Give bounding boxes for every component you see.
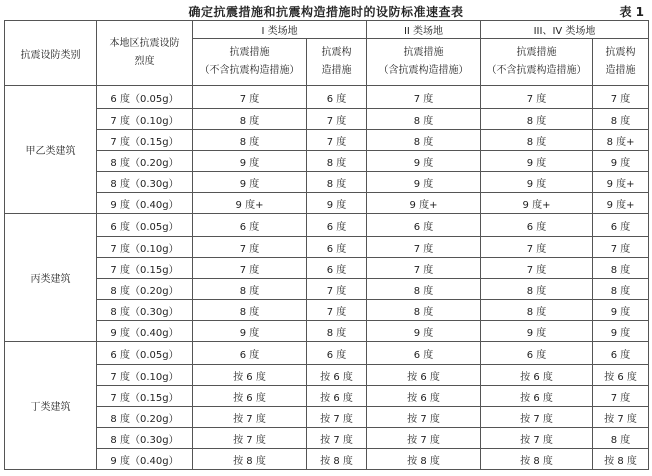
table-cell: 按 7 度 (193, 428, 307, 449)
table-cell: 按 7 度 (367, 428, 481, 449)
measures-label: 抗震措施 (229, 47, 270, 58)
table-cell: 6 度 (593, 342, 649, 365)
table-cell: 8 度 (307, 172, 367, 193)
table-cell: 8 度 (307, 151, 367, 172)
table-row (5, 151, 649, 172)
table-cell: 按 7 度 (593, 407, 649, 428)
table-row (5, 193, 649, 214)
header-site34-construction (593, 39, 649, 86)
header-site-3-4: III、IV 类场地 (481, 21, 649, 39)
table-cell: 9 度 (593, 321, 649, 342)
intensity-cell: 9 度（0.40g） (97, 193, 193, 214)
intensity-cell: 7 度（0.10g） (97, 365, 193, 386)
table-cell: 6 度 (307, 237, 367, 258)
table-cell: 8 度 (193, 279, 307, 300)
table-row (5, 407, 649, 428)
table-row (5, 342, 649, 365)
intensity-cell: 9 度（0.40g） (97, 321, 193, 342)
intensity-cell: 8 度（0.20g） (97, 279, 193, 300)
measures-note: （不含抗震构造措施） (199, 65, 300, 76)
table-cell: 6 度 (307, 86, 367, 109)
intensity-cell: 9 度（0.40g） (97, 449, 193, 470)
table-cell: 7 度 (481, 86, 593, 109)
table-cell: 6 度 (593, 214, 649, 237)
table-cell: 9 度 (367, 172, 481, 193)
table-cell: 7 度 (307, 109, 367, 130)
table-cell: 8 度 (367, 130, 481, 151)
table-cell: 按 7 度 (307, 428, 367, 449)
table-cell: 9 度 (481, 321, 593, 342)
table-cell: 7 度 (307, 279, 367, 300)
table-cell: 按 6 度 (367, 365, 481, 386)
table-cell: 8 度 (593, 258, 649, 279)
table-title: 确定抗震措施和抗震构造措施时的设防标准速查表 (188, 5, 464, 19)
category-cell: 丁类建筑 (5, 342, 97, 470)
table-cell: 8 度 (481, 109, 593, 130)
header-site-1: I 类场地 (193, 21, 367, 39)
table-cell: 9 度+ (193, 193, 307, 214)
table-cell: 8 度 (481, 279, 593, 300)
table-cell: 7 度 (307, 130, 367, 151)
table-cell: 9 度+ (593, 172, 649, 193)
table-cell: 9 度 (481, 172, 593, 193)
table-cell: 8 度 (193, 130, 307, 151)
construction-label-2: 造措施 (321, 65, 352, 76)
measures-note: （不含抗震构造措施） (486, 65, 587, 76)
table-cell: 9 度 (481, 151, 593, 172)
measures-label: 抗震措施 (403, 47, 444, 58)
table-cell: 8 度 (367, 109, 481, 130)
table-row (5, 86, 649, 109)
table-cell: 6 度 (481, 342, 593, 365)
header-intensity-text: 本地区抗震设防烈度 (109, 38, 180, 67)
table-cell: 7 度 (193, 258, 307, 279)
table-cell: 7 度 (193, 86, 307, 109)
table-cell: 8 度 (481, 300, 593, 321)
table-cell: 6 度 (193, 342, 307, 365)
table-cell: 9 度+ (481, 193, 593, 214)
table-cell: 6 度 (307, 214, 367, 237)
table-cell: 按 6 度 (193, 365, 307, 386)
table-cell: 7 度 (193, 237, 307, 258)
table-cell: 9 度 (593, 151, 649, 172)
header-site-2: II 类场地 (367, 21, 481, 39)
table-cell: 6 度 (193, 214, 307, 237)
intensity-cell: 6 度（0.05g） (97, 342, 193, 365)
construction-label-2: 造措施 (605, 65, 636, 76)
table-cell: 8 度 (307, 321, 367, 342)
table-cell: 8 度 (367, 279, 481, 300)
table-cell: 9 度+ (367, 193, 481, 214)
intensity-cell: 8 度（0.30g） (97, 300, 193, 321)
header-site2-measures (367, 39, 481, 86)
table-cell: 按 7 度 (481, 428, 593, 449)
header-row-1 (5, 21, 649, 39)
table-cell: 9 度 (307, 193, 367, 214)
table-cell: 按 6 度 (307, 365, 367, 386)
table-cell: 按 8 度 (307, 449, 367, 470)
table-cell: 按 6 度 (593, 365, 649, 386)
measures-note: （含抗震构造措施） (378, 65, 469, 76)
table-cell: 7 度 (593, 237, 649, 258)
intensity-cell: 7 度（0.15g） (97, 386, 193, 407)
intensity-cell: 7 度（0.10g） (97, 237, 193, 258)
table-cell: 7 度 (481, 258, 593, 279)
header-site1-measures (193, 39, 307, 86)
table-row (5, 321, 649, 342)
table-row (5, 279, 649, 300)
table-cell: 按 7 度 (481, 407, 593, 428)
table-cell: 9 度 (593, 300, 649, 321)
category-cell: 甲乙类建筑 (5, 86, 97, 214)
table-cell: 7 度 (367, 237, 481, 258)
table-row (5, 449, 649, 470)
table-row (5, 109, 649, 130)
table-row (5, 237, 649, 258)
header-site34-measures (481, 39, 593, 86)
table-cell: 按 6 度 (481, 365, 593, 386)
table-cell: 6 度 (307, 342, 367, 365)
table-row (5, 365, 649, 386)
table-cell: 8 度 (593, 428, 649, 449)
table-row (5, 214, 649, 237)
table-cell: 按 7 度 (367, 407, 481, 428)
intensity-cell: 8 度（0.30g） (97, 172, 193, 193)
table-cell: 按 6 度 (367, 386, 481, 407)
table-cell: 按 8 度 (481, 449, 593, 470)
table-cell: 7 度 (593, 86, 649, 109)
table-cell: 按 6 度 (193, 386, 307, 407)
table-cell: 按 8 度 (593, 449, 649, 470)
table-cell: 8 度 (593, 109, 649, 130)
table-cell: 6 度 (481, 214, 593, 237)
intensity-cell: 7 度（0.10g） (97, 109, 193, 130)
intensity-cell: 6 度（0.05g） (97, 214, 193, 237)
table-cell: 7 度 (367, 258, 481, 279)
intensity-cell: 6 度（0.05g） (97, 86, 193, 109)
table-cell: 7 度 (367, 86, 481, 109)
table-cell: 9 度 (193, 172, 307, 193)
table-cell: 9 度 (367, 151, 481, 172)
table-cell: 7 度 (307, 300, 367, 321)
table-row (5, 428, 649, 449)
construction-label-1: 抗震构 (321, 47, 352, 58)
table-cell: 6 度 (307, 258, 367, 279)
table-cell: 6 度 (367, 342, 481, 365)
table-cell: 8 度 (367, 300, 481, 321)
intensity-cell: 7 度（0.15g） (97, 258, 193, 279)
table-cell: 按 7 度 (193, 407, 307, 428)
category-cell: 丙类建筑 (5, 214, 97, 342)
table-row (5, 386, 649, 407)
table-cell: 8 度 (193, 300, 307, 321)
intensity-cell: 8 度（0.20g） (97, 407, 193, 428)
table-row (5, 172, 649, 193)
table-cell: 按 8 度 (367, 449, 481, 470)
table-cell: 6 度 (367, 214, 481, 237)
table-title-bar (0, 0, 652, 22)
table-cell: 按 7 度 (307, 407, 367, 428)
table-cell: 8 度 (481, 130, 593, 151)
table-cell: 按 6 度 (307, 386, 367, 407)
table-row (5, 300, 649, 321)
table-cell: 9 度+ (593, 193, 649, 214)
measures-label: 抗震措施 (516, 47, 557, 58)
table-cell: 8 度 (193, 109, 307, 130)
table-row (5, 258, 649, 279)
table-cell: 9 度 (193, 321, 307, 342)
seismic-standard-table (4, 20, 649, 470)
table-cell: 8 度 (593, 279, 649, 300)
table-cell: 8 度+ (593, 130, 649, 151)
table-cell: 按 8 度 (193, 449, 307, 470)
intensity-cell: 8 度（0.20g） (97, 151, 193, 172)
table-cell: 7 度 (593, 386, 649, 407)
table-cell: 7 度 (481, 237, 593, 258)
intensity-cell: 8 度（0.30g） (97, 428, 193, 449)
table-cell: 9 度 (193, 151, 307, 172)
header-intensity (97, 21, 193, 86)
table-row (5, 130, 649, 151)
header-category: 抗震设防类别 (5, 21, 97, 86)
table-number: 表 1 (619, 5, 644, 19)
construction-label-1: 抗震构 (605, 47, 636, 58)
header-site1-construction (307, 39, 367, 86)
intensity-cell: 7 度（0.15g） (97, 130, 193, 151)
table-cell: 按 6 度 (481, 386, 593, 407)
table-cell: 9 度 (367, 321, 481, 342)
